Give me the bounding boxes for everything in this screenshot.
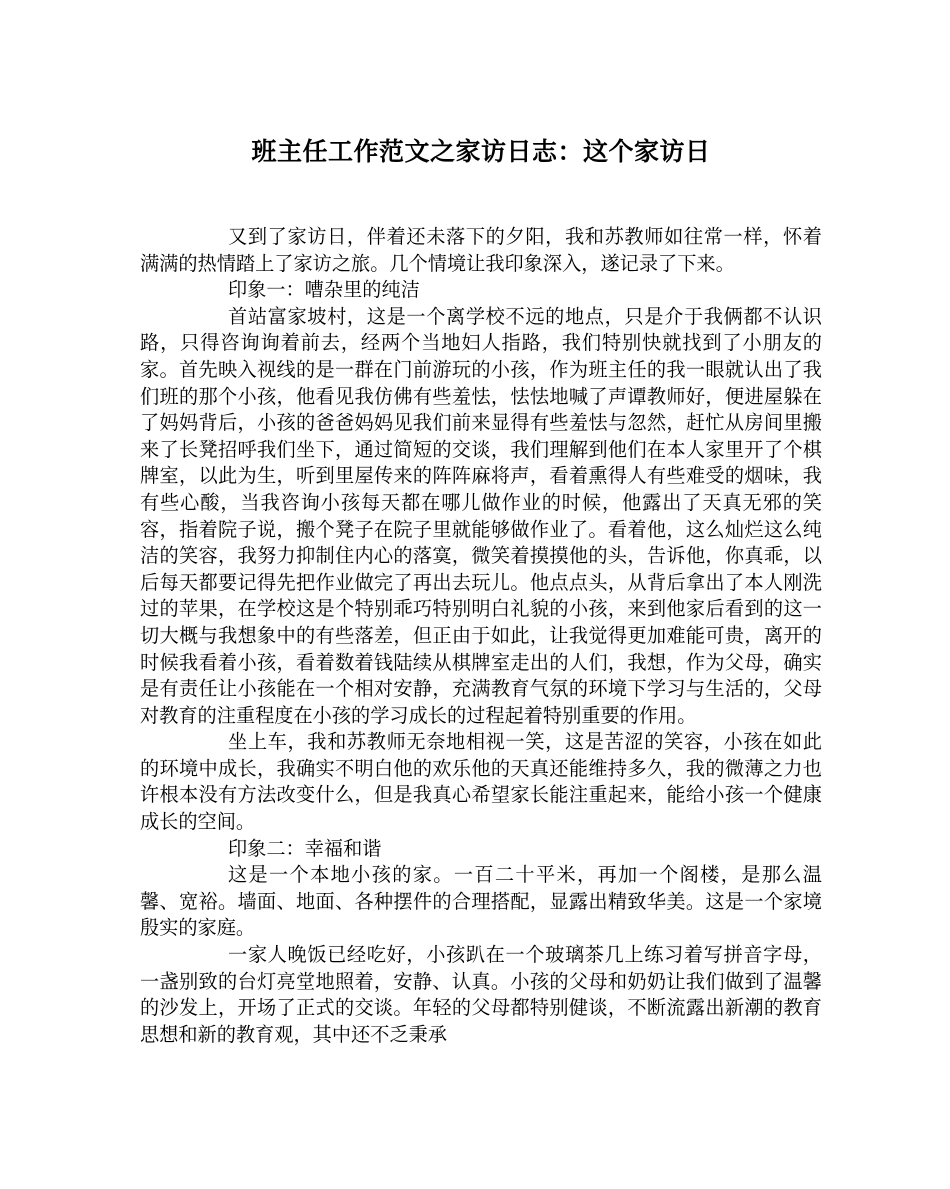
document-title: 班主任工作范文之家访日志：这个家访日	[251, 137, 711, 166]
section-heading-impression-1: 印象一：嘈杂里的纯洁	[228, 278, 420, 302]
paragraph-visit-1: 首站富家坡村，这是一个离学校不远的地点，只是介于我俩都不认识路，只得咨询询着前去，经两个当地妇人指路，我们特别快就找到了小朋友的家。首先映入视线的是一群在门前游玩的小孩，作为班主任的我一眼就认出了我们班的那个小孩，他看见我仿佛有些羞怯，怯怯地喊了声谭教师好，便进屋躲在了妈妈背后，小孩的爸爸妈妈见我们前来显得有些羞怯与忽然，赶忙从房间里搬来了长凳招呼我们坐下，通过简短的交谈，我们理解到他们在本人家里开了个棋牌室，以此为生，听到里屋传来的阵阵麻将声，看着熏得人有些难受的烟味，我有些心酸，当我咨询小孩每天都在哪儿做作业的时候，他露出了天真无邪的笑容，指着院子说，搬个凳子在院子里就能够做作业了。看着他，这么灿烂这么纯洁的笑容，我努力抑制住内心的落寞，微笑着摸摸他的头，告诉他，你真乖，以后每天都要记得先把作业做完了再出去玩儿。他点点头，从背后拿出了本人刚洗过的苹果，在学校这是个特别乖巧特别明白礼貌的小孩，来到他家后看到的这一切大概与我想象中的有些落差，但正由于如此，让我觉得更加难能可贵，离开的时候我看着小孩，看着数着钱陆续从棋牌室走出的人们，我想，作为父母，确实是有责任让小孩能在一个相对安静，充满教育气氛的环境下学习与生活的，父母对教育的注重程度在小孩的学习成长的过程起着特别重要的作用。	[140, 304, 822, 727]
paragraph-visit-2-home: 这是一个本地小孩的家。一百二十平米，再加一个阁楼，是那么温馨、宽裕。墙面、地面、各种摆件的合理搭配，显露出精致华美。这是一个家境殷实的家庭。	[140, 863, 822, 940]
paragraph-visit-2-family: 一家人晚饭已经吃好，小孩趴在一个玻璃茶几上练习着写拼音字母，一盏别致的台灯亮堂地照着，安静、认真。小孩的父母和奶奶让我们做到了温馨的沙发上，开场了正式的交谈。年轻的父母都特别健谈，不断流露出新潮的教育思想和新的教育观，其中还不乏秉承	[140, 943, 822, 1046]
section-heading-impression-2: 印象二：幸福和谐	[228, 836, 382, 860]
document-page	[140, 130, 822, 1048]
paragraph-reflection-1: 坐上车，我和苏教师无奈地相视一笑，这是苦涩的笑容，小孩在如此的环境中成长，我确实不明白他的欢乐他的天真还能维持多久，我的微薄之力也许根本没有方法改变什么，但是我真心希望家长能注重起来，能给小孩一个健康成长的空间。	[140, 730, 822, 834]
document-body	[140, 224, 822, 1048]
paragraph-intro: 又到了家访日，伴着还未落下的夕阳，我和苏教师如往常一样，怀着满满的热情踏上了家访之旅。几个情境让我印象深入，遂记录了下来。	[140, 225, 822, 275]
